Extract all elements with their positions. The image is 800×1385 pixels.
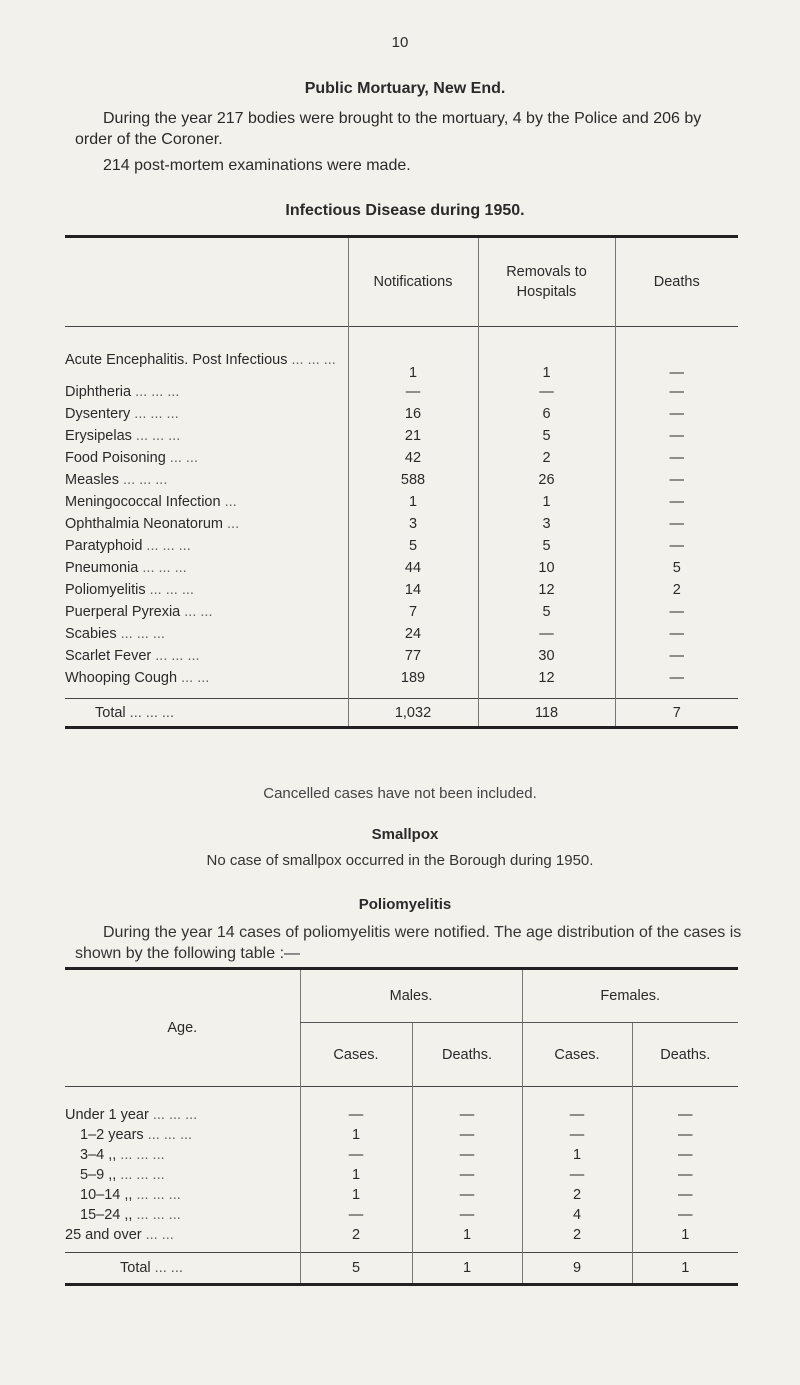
- age-group-text: 3–4 ,,: [80, 1146, 117, 1163]
- cell-m-cases: 1: [300, 1185, 412, 1205]
- disease-name-text: Diphtheria: [65, 383, 132, 400]
- disease-name-text: Acute Encephalitis. Post Infectious: [65, 352, 288, 368]
- table-row: [65, 491, 738, 513]
- table-row: [65, 645, 738, 667]
- cell-m-deaths: —: [412, 1125, 522, 1145]
- disease-name-text: Scarlet Fever: [65, 647, 152, 664]
- total-male-cases: 5: [300, 1253, 412, 1285]
- age-group-text: Under 1 year: [65, 1106, 149, 1123]
- cell-removals: 1: [478, 341, 615, 381]
- cell-f-deaths: —: [632, 1185, 738, 1205]
- polio-total-label: Total: [120, 1260, 151, 1276]
- cell-removals: 2: [478, 447, 615, 469]
- cell-m-cases: 1: [300, 1165, 412, 1185]
- cell-f-cases: 2: [522, 1225, 632, 1245]
- cell-removals: 26: [478, 469, 615, 491]
- infectious-table-body: [65, 327, 738, 699]
- table-row: [65, 601, 738, 623]
- disease-name-text: Measles: [65, 471, 119, 488]
- table-row: [65, 1145, 738, 1165]
- cell-notifications: 1: [348, 341, 478, 381]
- total-removals: 118: [478, 699, 615, 728]
- cell-f-deaths: —: [632, 1165, 738, 1185]
- postmortem-paragraph: 214 post-mortem examinations were made.: [103, 157, 411, 174]
- cell-notifications: 77: [348, 645, 478, 667]
- cell-removals: 5: [478, 601, 615, 623]
- cell-f-cases: 4: [522, 1205, 632, 1225]
- age-group: 25 and over ... ...: [65, 1226, 174, 1243]
- header-female-deaths: Deaths.: [632, 1023, 738, 1087]
- cell-f-deaths: —: [632, 1205, 738, 1225]
- cell-notifications: 21: [348, 425, 478, 447]
- smallpox-text: No case of smallpox occurred in the Borough during 1950.: [206, 852, 594, 869]
- disease-name: Whooping Cough ... ...: [65, 669, 210, 686]
- cell-notifications: 44: [348, 557, 478, 579]
- cell-m-deaths: —: [412, 1145, 522, 1165]
- disease-name: Acute Encephalitis. Post Infectious ... ... ...: [65, 352, 336, 368]
- disease-name-text: Paratyphoid: [65, 537, 143, 554]
- poliomyelitis-table-body: [65, 1087, 738, 1253]
- cell-deaths: —: [615, 513, 738, 535]
- total-female-deaths: 1: [632, 1253, 738, 1285]
- header-female-cases: Cases.: [522, 1023, 632, 1087]
- total-male-deaths: 1: [412, 1253, 522, 1285]
- total-label: Total: [95, 704, 126, 721]
- total-notifications: 1,032: [348, 699, 478, 728]
- total-deaths: 7: [615, 699, 738, 728]
- cell-deaths: —: [615, 491, 738, 513]
- cell-removals: 5: [478, 535, 615, 557]
- cell-m-cases: —: [300, 1145, 412, 1165]
- age-group: 3–4 ,, ... ... ...: [80, 1146, 165, 1163]
- cell-f-deaths: —: [632, 1145, 738, 1165]
- cell-removals: 3: [478, 513, 615, 535]
- cell-notifications: 3: [348, 513, 478, 535]
- disease-name-text: Erysipelas: [65, 427, 132, 444]
- cell-notifications: 1: [348, 491, 478, 513]
- age-group: Under 1 year ... ... ...: [65, 1106, 198, 1123]
- cell-removals: 10: [478, 557, 615, 579]
- table-row: [65, 403, 738, 425]
- header-male-deaths: Deaths.: [412, 1023, 522, 1087]
- cell-removals: —: [478, 381, 615, 403]
- cell-m-cases: 1: [300, 1125, 412, 1145]
- disease-name-text: Pneumonia: [65, 559, 139, 576]
- cell-m-cases: —: [300, 1105, 412, 1125]
- mortuary-title: Public Mortuary, New End.: [304, 80, 506, 97]
- cell-m-deaths: —: [412, 1165, 522, 1185]
- cell-deaths: —: [615, 535, 738, 557]
- header-females: Females.: [522, 969, 738, 1023]
- table-row: [65, 667, 738, 689]
- cell-notifications: 42: [348, 447, 478, 469]
- cell-removals: 5: [478, 425, 615, 447]
- age-group: 1–2 years ... ... ...: [80, 1126, 193, 1143]
- cell-notifications: 24: [348, 623, 478, 645]
- table-row: [65, 425, 738, 447]
- table-row: [65, 1105, 738, 1125]
- cell-deaths: —: [615, 601, 738, 623]
- mortuary-paragraph: During the year 217 bodies were brought to the mortuary, 4 by the Police and 206 by order of the Coroner.: [75, 110, 702, 148]
- cell-removals: 1: [478, 491, 615, 513]
- page-number: 10: [391, 34, 409, 51]
- disease-name-text: Food Poisoning: [65, 449, 166, 466]
- cell-notifications: —: [348, 381, 478, 403]
- table-row: [65, 623, 738, 645]
- cell-f-cases: —: [522, 1125, 632, 1145]
- table-row: [65, 341, 738, 381]
- cell-deaths: —: [615, 469, 738, 491]
- cell-deaths: —: [615, 623, 738, 645]
- header-notifications: Notifications: [348, 237, 478, 327]
- cell-deaths: —: [615, 667, 738, 689]
- header-removals: Removals to Hospitals: [478, 237, 615, 327]
- cell-removals: —: [478, 623, 615, 645]
- cell-notifications: 14: [348, 579, 478, 601]
- cell-deaths: —: [615, 447, 738, 469]
- cell-notifications: 16: [348, 403, 478, 425]
- age-group-text: 1–2 years: [80, 1126, 144, 1143]
- table-row: [65, 1225, 738, 1245]
- header-male-cases: Cases.: [300, 1023, 412, 1087]
- cell-f-cases: 1: [522, 1145, 632, 1165]
- cancelled-cases-note: Cancelled cases have not been included.: [263, 785, 537, 802]
- table-row: [65, 513, 738, 535]
- table-row: [65, 469, 738, 491]
- cell-f-deaths: —: [632, 1105, 738, 1125]
- cell-m-deaths: —: [412, 1105, 522, 1125]
- table-row: [65, 535, 738, 557]
- table-row: [65, 1185, 738, 1205]
- disease-name: Dysentery ... ... ...: [65, 405, 179, 422]
- disease-name-text: Poliomyelitis: [65, 581, 146, 598]
- poliomyelitis-age-table: [65, 967, 738, 1286]
- age-group: 5–9 ,, ... ... ...: [80, 1166, 165, 1183]
- cell-notifications: 5: [348, 535, 478, 557]
- age-group-text: 5–9 ,,: [80, 1166, 117, 1183]
- age-group-text: 15–24 ,,: [80, 1206, 133, 1223]
- cell-deaths: —: [615, 403, 738, 425]
- infectious-disease-table: [65, 235, 738, 729]
- cell-deaths: —: [615, 341, 738, 381]
- cell-removals: 30: [478, 645, 615, 667]
- disease-name: Pneumonia ... ... ...: [65, 559, 187, 576]
- poliomyelitis-title: Poliomyelitis: [358, 896, 452, 913]
- smallpox-title: Smallpox: [371, 826, 439, 843]
- disease-name: Paratyphoid ... ... ...: [65, 537, 191, 554]
- disease-name: Food Poisoning ... ...: [65, 449, 198, 466]
- cell-deaths: —: [615, 645, 738, 667]
- age-group-text: 25 and over: [65, 1226, 142, 1243]
- header-deaths: Deaths: [615, 237, 738, 327]
- cell-f-cases: 2: [522, 1185, 632, 1205]
- disease-name-text: Scabies: [65, 625, 117, 642]
- cell-deaths: —: [615, 425, 738, 447]
- cell-m-deaths: 1: [412, 1225, 522, 1245]
- disease-name: Poliomyelitis ... ... ...: [65, 581, 194, 598]
- cell-deaths: 5: [615, 557, 738, 579]
- infectious-disease-title: Infectious Disease during 1950.: [285, 202, 525, 219]
- cell-f-deaths: —: [632, 1125, 738, 1145]
- disease-name-text: Dysentery: [65, 405, 131, 422]
- disease-name: Meningococcal Infection ...: [65, 493, 237, 510]
- disease-name-text: Whooping Cough: [65, 669, 178, 686]
- table-row: [65, 381, 738, 403]
- cell-notifications: 588: [348, 469, 478, 491]
- cell-f-cases: —: [522, 1105, 632, 1125]
- table-row: [65, 1125, 738, 1145]
- poliomyelitis-total-row: Total ... ... 5 1 9 1: [65, 1253, 738, 1285]
- disease-name-text: Ophthalmia Neonatorum: [65, 515, 223, 532]
- cell-f-deaths: 1: [632, 1225, 738, 1245]
- disease-name: Diphtheria ... ... ...: [65, 383, 180, 400]
- table-row: [65, 1205, 738, 1225]
- cell-m-deaths: —: [412, 1185, 522, 1205]
- cell-deaths: 2: [615, 579, 738, 601]
- disease-name: Measles ... ... ...: [65, 471, 168, 488]
- cell-m-deaths: —: [412, 1205, 522, 1225]
- table-row: [65, 447, 738, 469]
- disease-name-text: Meningococcal Infection: [65, 493, 221, 510]
- infectious-total-row: Total ... ... ... 1,032 118 7: [65, 699, 738, 728]
- disease-name: Scabies ... ... ...: [65, 625, 165, 642]
- disease-name: Erysipelas ... ... ...: [65, 427, 181, 444]
- table-row: [65, 579, 738, 601]
- disease-name: Scarlet Fever ... ... ...: [65, 647, 200, 664]
- poliomyelitis-text: During the year 14 cases of poliomyelitis were notified. The age distribution of the cases is shown by the following table :—: [75, 924, 742, 962]
- header-age: Age.: [167, 1020, 198, 1036]
- disease-name: Puerperal Pyrexia ... ...: [65, 603, 213, 620]
- cell-removals: 12: [478, 667, 615, 689]
- cell-removals: 6: [478, 403, 615, 425]
- disease-name-text: Puerperal Pyrexia: [65, 603, 181, 620]
- age-group-text: 10–14 ,,: [80, 1186, 133, 1203]
- header-males: Males.: [300, 969, 522, 1023]
- cell-m-cases: —: [300, 1205, 412, 1225]
- cell-removals: 12: [478, 579, 615, 601]
- age-group: 15–24 ,, ... ... ...: [80, 1206, 181, 1223]
- cell-deaths: —: [615, 381, 738, 403]
- total-female-cases: 9: [522, 1253, 632, 1285]
- disease-name: Ophthalmia Neonatorum ...: [65, 515, 240, 532]
- cell-f-cases: —: [522, 1165, 632, 1185]
- cell-notifications: 189: [348, 667, 478, 689]
- table-row: [65, 557, 738, 579]
- cell-notifications: 7: [348, 601, 478, 623]
- table-row: [65, 1165, 738, 1185]
- age-group: 10–14 ,, ... ... ...: [80, 1186, 181, 1203]
- cell-m-cases: 2: [300, 1225, 412, 1245]
